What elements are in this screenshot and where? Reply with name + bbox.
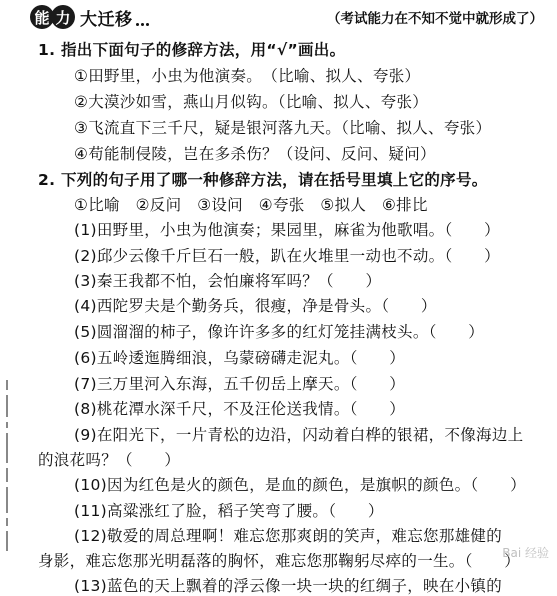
question-1-item: ②大漠沙如雪，燕山月似钩。（比喻、拟人、夸张） <box>74 93 429 111</box>
question-2-line: (8)桃花潭水深千尺，不及汪伦送我情。（ ） <box>74 400 406 418</box>
question-2-line: (3)秦王我都不怕，会怕廉将军吗？（ ） <box>74 272 382 290</box>
question-2-line: 身影，难忘您那光明磊落的胸怀，难忘您那鞠躬尽瘁的一生。（ ） <box>38 552 521 570</box>
section-header <box>30 4 149 30</box>
dots-icon <box>136 8 149 26</box>
binding-margin-marks <box>2 380 12 580</box>
question-2-line: (12)敬爱的周总理啊！难忘您那爽朗的笑声，难忘您那雄健的 <box>74 527 503 545</box>
question-2-line: (1)田野里，小虫为他演奏；果园里，麻雀为他歌唱。（ ） <box>74 221 500 239</box>
question-2-line: (2)邱少云像千斤巨石一般，趴在火堆里一动也不动。（ ） <box>74 247 500 265</box>
question-1-item: ④苟能制侵陵，岂在多杀伤？（设问、反问、疑问） <box>74 145 436 163</box>
question-2-line: (10)因为红色是火的颜色，是血的颜色，是旗帜的颜色。（ ） <box>74 476 526 494</box>
question-2-line: (5)圆溜溜的柿子，像许许多多的红灯笼挂满枝头。（ ） <box>74 323 485 341</box>
question-2-line: (13)蓝色的天上飘着的浮云像一块一块的红绸子，映在小镇的 <box>74 577 503 595</box>
question-2-line: 的浪花吗？（ ） <box>38 451 181 469</box>
question-2-line: (11)高粱涨红了脸，稻子笑弯了腰。（ ） <box>74 502 384 520</box>
badge-char-1: 能 <box>30 5 54 29</box>
badge-char-2: 力 <box>51 5 75 29</box>
question-2-options: ①比喻 ②反问 ③设问 ④夸张 ⑤拟人 ⑥排比 <box>74 196 428 214</box>
watermark: Bai 经验 <box>502 546 549 560</box>
header-note: （考试能力在不知不觉中就形成了） <box>327 11 543 27</box>
question-1-item: ③飞流直下三千尺，疑是银河落九天。（比喻、拟人、夸张） <box>74 119 492 137</box>
section-title: 大迁移 <box>80 9 133 30</box>
question-2-heading: 2. 下列的句子用了哪一种修辞方法，请在括号里填上它的序号。 <box>38 171 488 189</box>
question-1-heading: 1. 指出下面句子的修辞方法，用“√”画出。 <box>38 41 346 59</box>
section-badge <box>30 5 72 29</box>
question-1-item: ①田野里，小虫为他演奏。 （比喻、拟人、夸张） <box>74 67 421 85</box>
question-2-line: (9)在阳光下，一片青松的边沿，闪动着白桦的银裙，不像海边上 <box>74 426 524 444</box>
question-2-line: (7)三万里河入东海，五千仞岳上摩天。（ ） <box>74 375 406 393</box>
question-2-line: (4)西陀罗夫是个勤务兵，很瘦，净是骨头。（ ） <box>74 297 437 315</box>
question-2-line: (6)五岭逶迤腾细浪，乌蒙磅礴走泥丸。（ ） <box>74 349 406 367</box>
